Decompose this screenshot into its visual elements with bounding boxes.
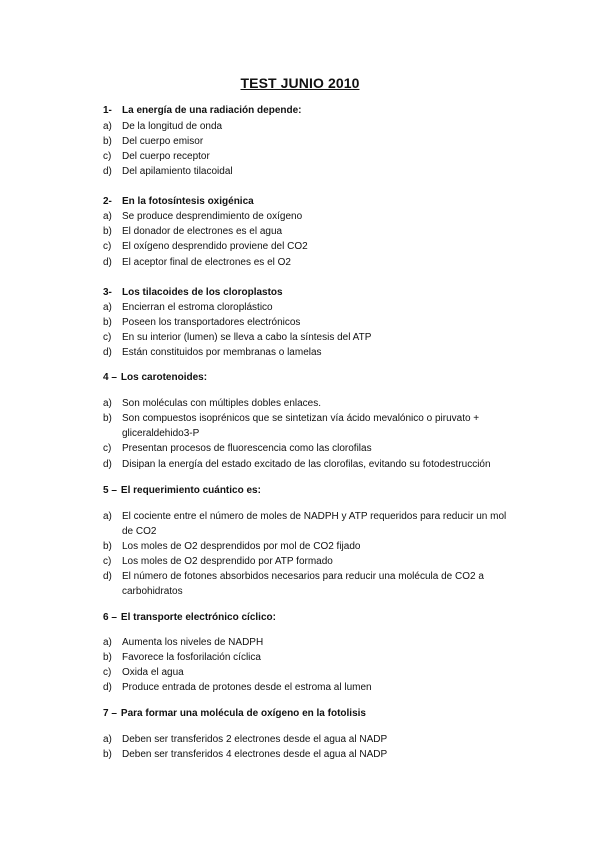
question-number: 7 –	[103, 708, 117, 719]
option-letter: d)	[103, 166, 112, 177]
option-text: Del apilamiento tilacoidal	[122, 166, 233, 177]
question-number: 5 –	[103, 485, 117, 496]
option-2c	[103, 241, 308, 252]
option-letter: a)	[103, 121, 112, 132]
option-2a	[103, 211, 302, 222]
question-1	[103, 105, 302, 116]
option-text: El aceptor final de electrones es el O2	[122, 257, 291, 268]
option-letter: a)	[103, 637, 112, 648]
option-1c	[103, 151, 210, 162]
option-letter: a)	[103, 398, 112, 409]
option-text: Presentan procesos de fluorescencia como las clorofilas	[122, 443, 372, 454]
option-text: Disipan la energía del estado excitado de las clorofilas, evitando su fotodestrucción	[122, 459, 491, 470]
question-6	[103, 612, 276, 623]
option-text: El cociente entre el número de moles de NADPH y ATP requeridos para reducir un mol	[122, 511, 507, 522]
option-6d	[103, 682, 372, 693]
option-3a	[103, 302, 273, 313]
option-letter: d)	[103, 459, 112, 470]
option-text: Poseen los transportadores electrónicos	[122, 317, 301, 328]
option-letter: b)	[103, 136, 112, 147]
option-text: Se produce desprendimiento de oxígeno	[122, 211, 303, 222]
option-4b	[103, 413, 479, 424]
option-letter: b)	[103, 541, 112, 552]
option-text: Encierran el estroma cloroplástico	[122, 302, 273, 313]
option-text: Son moléculas con múltiples dobles enlaces.	[122, 398, 321, 409]
option-text: Deben ser transferidos 2 electrones desde el agua al NADP	[122, 734, 388, 745]
option-3b	[103, 317, 300, 328]
option-text: El oxígeno desprendido proviene del CO2	[122, 241, 308, 252]
question-5	[103, 485, 261, 496]
option-letter: b)	[103, 652, 112, 663]
question-text: Para formar una molécula de oxígeno en la fotolisis	[120, 708, 366, 719]
option-5b	[103, 541, 360, 552]
option-letter: c)	[103, 667, 112, 678]
option-letter: d)	[103, 682, 112, 693]
option-text: Del cuerpo receptor	[122, 151, 210, 162]
option-letter: d)	[103, 571, 112, 582]
option-letter: c)	[103, 332, 112, 343]
option-letter: c)	[103, 241, 112, 252]
question-text: La energía de una radiación depende:	[122, 105, 302, 116]
question-number: 2-	[103, 196, 112, 207]
option-5c	[103, 556, 333, 567]
option-4c	[103, 443, 372, 454]
option-text: Los moles de O2 desprendidos por mol de CO2 fijado	[122, 541, 361, 552]
option-text: De la longitud de onda	[122, 121, 223, 132]
option-letter: a)	[103, 302, 112, 313]
question-number: 6 –	[103, 612, 117, 623]
option-text: Los moles de O2 desprendido por ATP formado	[122, 556, 333, 567]
option-text: En su interior (lumen) se lleva a cabo la síntesis del ATP	[122, 332, 372, 343]
option-text: El número de fotones absorbidos necesarios para reducir una molécula de CO2 a	[122, 571, 484, 582]
option-letter: b)	[103, 317, 112, 328]
option-text: Oxida el agua	[122, 667, 184, 678]
option-letter: b)	[103, 226, 112, 237]
question-number: 1-	[103, 105, 112, 116]
page-title: TEST JUNIO 2010	[240, 75, 360, 91]
option-text: Están constituidos por membranas o lamelas	[122, 347, 322, 358]
option-5a-continuation: de CO2	[122, 526, 157, 537]
option-4a	[103, 398, 321, 409]
option-letter: b)	[103, 413, 112, 424]
question-7	[103, 708, 366, 719]
question-number: 4 –	[103, 372, 117, 383]
option-letter: c)	[103, 443, 112, 454]
question-text: Los carotenoides:	[120, 372, 208, 383]
option-text: Favorece la fosforilación cíclica	[122, 652, 261, 663]
option-letter: b)	[103, 749, 112, 760]
option-7a	[103, 734, 387, 745]
option-7b	[103, 749, 387, 760]
option-letter: a)	[103, 211, 112, 222]
question-text: El transporte electrónico cíclico:	[120, 612, 276, 623]
option-1d	[103, 166, 233, 177]
option-3d	[103, 347, 322, 358]
option-letter: a)	[103, 734, 112, 745]
option-text: Produce entrada de protones desde el estroma al lumen	[122, 682, 372, 693]
option-2d	[103, 257, 291, 268]
option-6a	[103, 637, 263, 648]
option-letter: d)	[103, 347, 112, 358]
option-4b-continuation: gliceraldehido3-P	[122, 428, 200, 439]
option-5a	[103, 511, 506, 522]
question-number: 3-	[103, 287, 112, 298]
question-text: El requerimiento cuántico es:	[120, 485, 261, 496]
option-5d	[103, 571, 484, 582]
question-3	[103, 287, 283, 298]
option-letter: c)	[103, 556, 112, 567]
option-text: Deben ser transferidos 4 electrones desde el agua al NADP	[122, 749, 388, 760]
option-text: Aumenta los niveles de NADPH	[122, 637, 264, 648]
question-text: En la fotosíntesis oxigénica	[122, 196, 254, 207]
option-text: El donador de electrones es el agua	[122, 226, 283, 237]
option-6c	[103, 667, 184, 678]
question-2	[103, 196, 254, 207]
option-3c	[103, 332, 371, 343]
option-text: Del cuerpo emisor	[122, 136, 204, 147]
option-letter: d)	[103, 257, 112, 268]
option-letter: a)	[103, 511, 112, 522]
option-5d-continuation: carbohidratos	[122, 586, 183, 597]
option-4d	[103, 459, 491, 470]
option-letter: c)	[103, 151, 112, 162]
option-2b	[103, 226, 282, 237]
question-text: Los tilacoides de los cloroplastos	[122, 287, 283, 298]
option-1b	[103, 136, 203, 147]
option-6b	[103, 652, 261, 663]
option-text: Son compuestos isoprénicos que se sintetizan vía ácido mevalónico o piruvato +	[122, 413, 480, 424]
option-1a	[103, 121, 222, 132]
question-4	[103, 372, 207, 383]
